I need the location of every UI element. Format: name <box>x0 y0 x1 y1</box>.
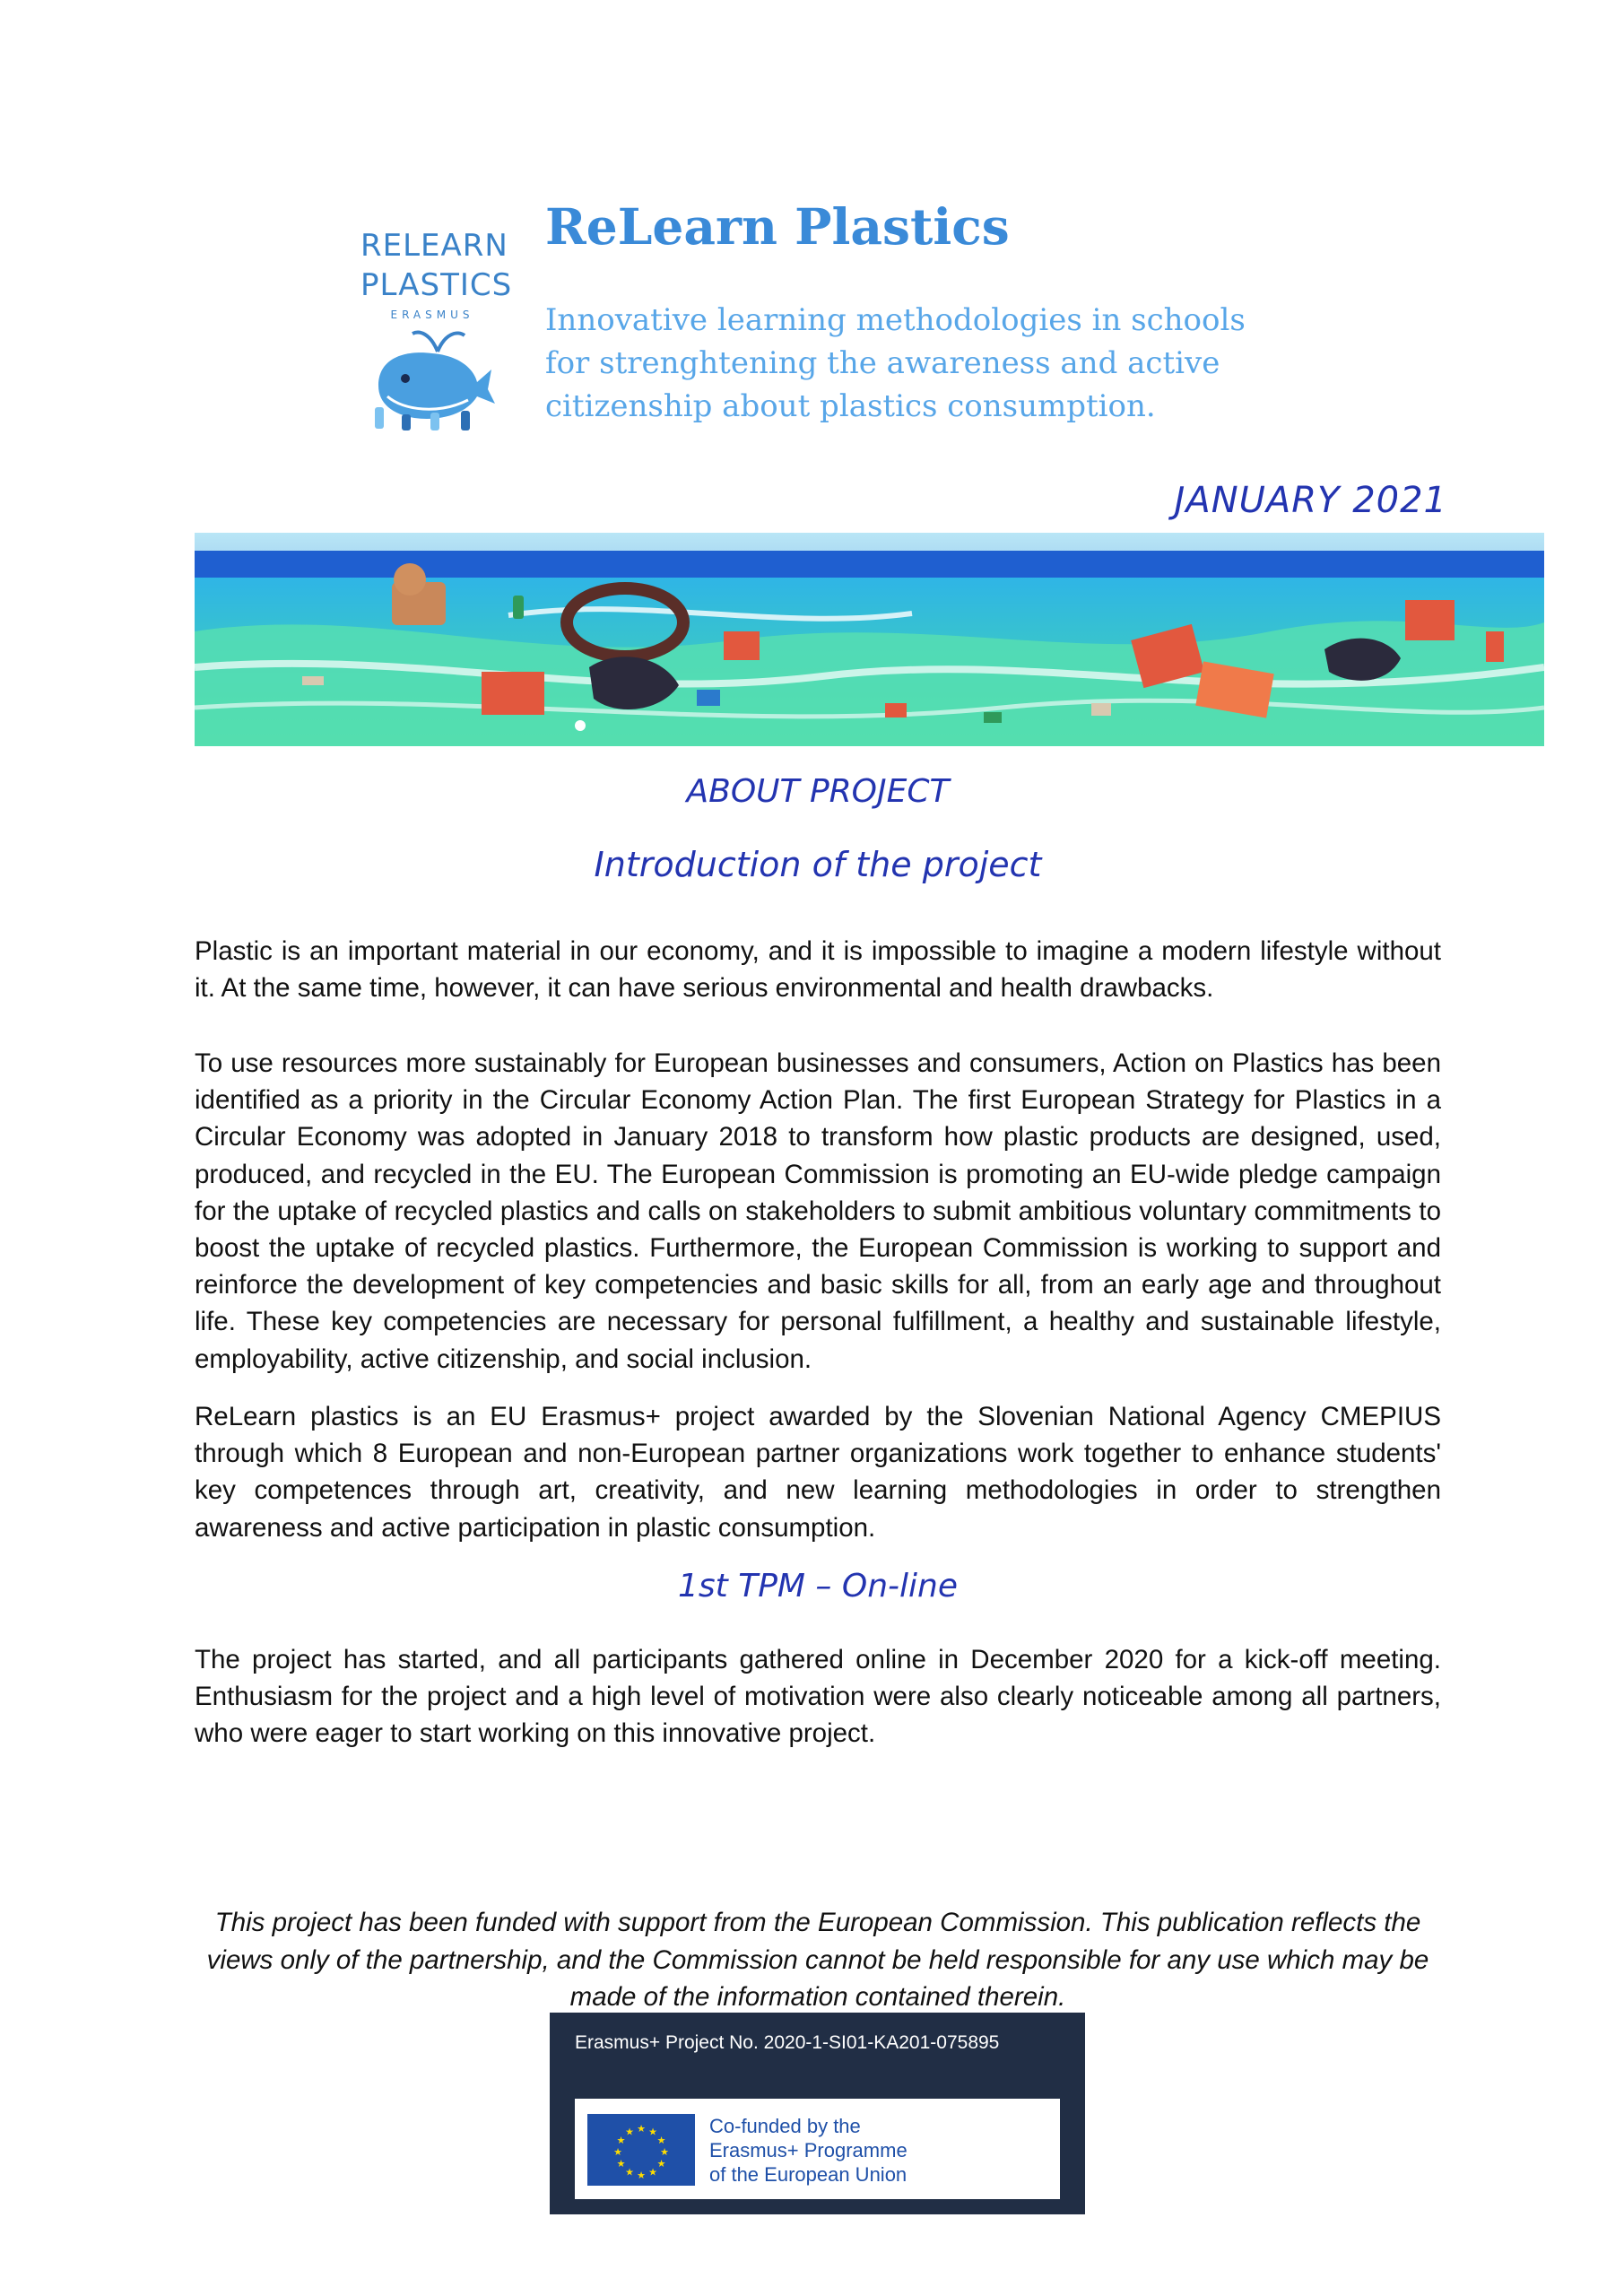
tagline <box>545 299 1352 428</box>
cofunded-line: of the European Union <box>709 2163 908 2186</box>
introduction-heading: Introduction of the project <box>594 845 1042 884</box>
erasmus-funding-box <box>550 2013 1085 2214</box>
tagline-line: Innovative learning methodologies in schools <box>545 302 1246 338</box>
svg-text:★: ★ <box>637 2170 646 2181</box>
eu-flag-icon <box>587 2114 695 2186</box>
tpm-paragraph: The project has started, and all participants gathered online in December 2020 for a kick-off meeting. Enthusiasm for the project and a high level of motivation were also clearly noticeable among all partners, who were eager to start working on this innovative project. <box>195 1645 1441 1749</box>
about-project-heading: ABOUT PROJECT <box>686 773 950 810</box>
svg-text:★: ★ <box>613 2146 622 2158</box>
cofunded-line: Erasmus+ Programme <box>709 2139 908 2161</box>
intro-paragraph: Plastic is an important material in our economy, and it is impossible to imagine a modern lifestyle without it. At the same time, however, it can have serious environmental and health drawbacks. <box>195 936 1441 1004</box>
intro-paragraph: To use resources more sustainably for European businesses and consumers, Action on Plastics has been identified as a priority in the Circular Economy Action Plan. The first European Strategy for Plastics in a Circular Economy was adopted in January 2018 to transform how plastic products are designed, used, produced, and recycled in the EU. The European Commission is promoting an EU-wide pledge campaign for the uptake of recycled plastics and calls on stakeholders to submit ambitious voluntary commitments to boost the uptake of recycled plastics. Furthermore, the European Commission is working to support and reinforce the development of key competencies and basic skills for all, from an early age and throughout life. These key competencies are necessary for personal fulfillment, a healthy and sustainable lifestyle, employability, active citizenship, and social inclusion. <box>195 1048 1441 1374</box>
svg-text:★: ★ <box>625 2166 634 2179</box>
project-number: Erasmus+ Project No. 2020-1-SI01-KA201-075895 <box>575 2032 1000 2053</box>
svg-text:★: ★ <box>656 2158 666 2170</box>
tagline-line: for strenghtening the awareness and active <box>545 345 1220 381</box>
svg-text:★: ★ <box>625 2126 634 2138</box>
logo-word-relearn: RELEARN <box>360 228 508 264</box>
logo-word-erasmus: ERASMUS <box>390 309 474 321</box>
svg-text:★: ★ <box>656 2135 666 2146</box>
svg-text:★: ★ <box>616 2158 626 2170</box>
brand-title: ReLearn Plastics <box>545 197 1010 256</box>
whale-logo-icon <box>368 325 498 432</box>
logo-word-plastics: PLASTICS <box>360 267 513 303</box>
ocean-plastic-banner <box>195 533 1544 746</box>
issue-date: JANUARY 2021 <box>1174 480 1447 521</box>
svg-text:★: ★ <box>616 2135 626 2146</box>
tagline-line: citizenship about plastics consumption. <box>545 388 1156 424</box>
svg-text:★: ★ <box>637 2123 646 2135</box>
cofunded-line: Co-funded by the <box>709 2115 861 2137</box>
funding-disclaimer: This project has been funded with support from the European Commission. This publication reflects the views only of the partnership, and the Commission cannot be held responsible for any use which may be made of the information contained therein. <box>206 1908 1429 2012</box>
svg-text:★: ★ <box>648 2126 657 2138</box>
cofunded-text <box>709 2114 908 2187</box>
svg-text:★: ★ <box>660 2146 669 2158</box>
relearn-plastics-logo <box>360 208 513 434</box>
svg-text:★: ★ <box>648 2166 657 2179</box>
intro-paragraph: ReLearn plastics is an EU Erasmus+ project awarded by the Slovenian National Agency CMEPIUS through which 8 European and non-European partner organizations work together to enhance students' key competences through art, creativity, and new learning methodologies in order to strengthen awareness and active participation in plastic consumption. <box>195 1402 1441 1543</box>
tpm-heading: 1st TPM – On-line <box>678 1568 958 1605</box>
cofunded-badge <box>575 2099 1060 2199</box>
